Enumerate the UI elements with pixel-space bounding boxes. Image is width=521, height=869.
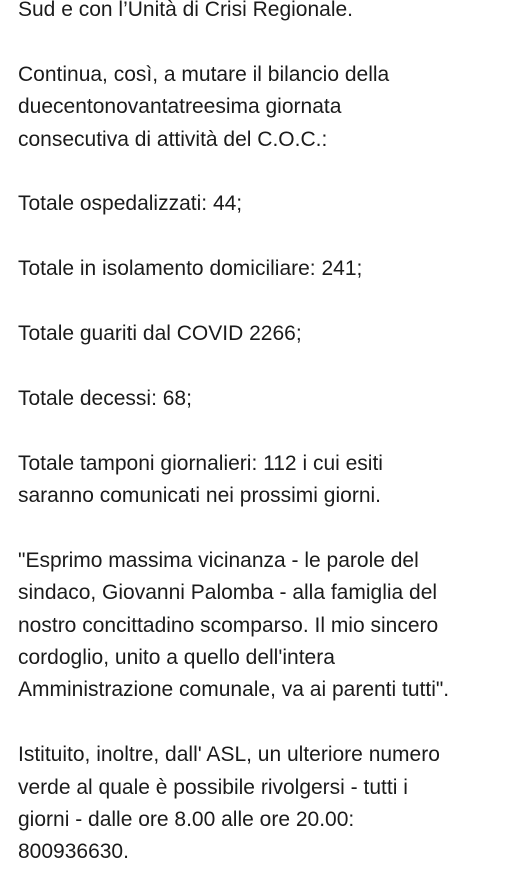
mayor-quote-line: nostro concittadino scomparso. Il mio sincero bbox=[18, 613, 439, 637]
text-line: Sud e con l’Unità di Crisi Regionale. bbox=[18, 0, 354, 21]
text-line: Continua, così, a mutare il bilancio della bbox=[18, 62, 390, 86]
mayor-quote-line: Amministrazione comunale, va ai parenti tutti". bbox=[18, 678, 450, 702]
text-line: saranno comunicati nei prossimi giorni. bbox=[18, 484, 381, 507]
mayor-quote-line: cordoglio, unito a quello dell'intera bbox=[18, 646, 335, 670]
stat-swabs: Totale tamponi giornalieri: 112 i cui esiti bbox=[18, 451, 383, 475]
text-line: consecutiva di attività del C.O.C.: bbox=[18, 127, 328, 151]
stat-deaths: Totale decessi: 68; bbox=[18, 386, 192, 410]
paragraph-gap bbox=[18, 156, 518, 188]
paragraph-gap bbox=[18, 221, 518, 253]
paragraph-gap bbox=[18, 415, 518, 447]
stat-home-isolation: Totale in isolamento domiciliare: 241; bbox=[18, 257, 363, 281]
hotline-line: giorni - dalle ore 8.00 alle ore 20.00: bbox=[18, 808, 355, 832]
paragraph-gap bbox=[18, 26, 518, 58]
article-body bbox=[18, 0, 518, 869]
hotline-line: Istituito, inoltre, dall' ASL, un ulteriore numero bbox=[18, 743, 440, 767]
paragraph-gap bbox=[18, 286, 518, 318]
paragraph-gap bbox=[18, 512, 518, 544]
paragraph-gap bbox=[18, 707, 518, 739]
mayor-quote-line: "Esprimo massima vicinanza - le parole del bbox=[18, 548, 419, 572]
hotline-number: 800936630. bbox=[18, 840, 129, 864]
mayor-quote-line: sindaco, Giovanni Palomba - alla famiglia del bbox=[18, 581, 438, 605]
paragraph-gap bbox=[18, 350, 518, 382]
stat-recovered: Totale guariti dal COVID 2266; bbox=[18, 322, 302, 345]
text-line: duecentonovantatreesima giornata bbox=[18, 95, 342, 119]
hotline-line: verde al quale è possibile rivolgersi - tutti i bbox=[18, 775, 408, 799]
stat-hospitalized: Totale ospedalizzati: 44; bbox=[18, 192, 243, 216]
